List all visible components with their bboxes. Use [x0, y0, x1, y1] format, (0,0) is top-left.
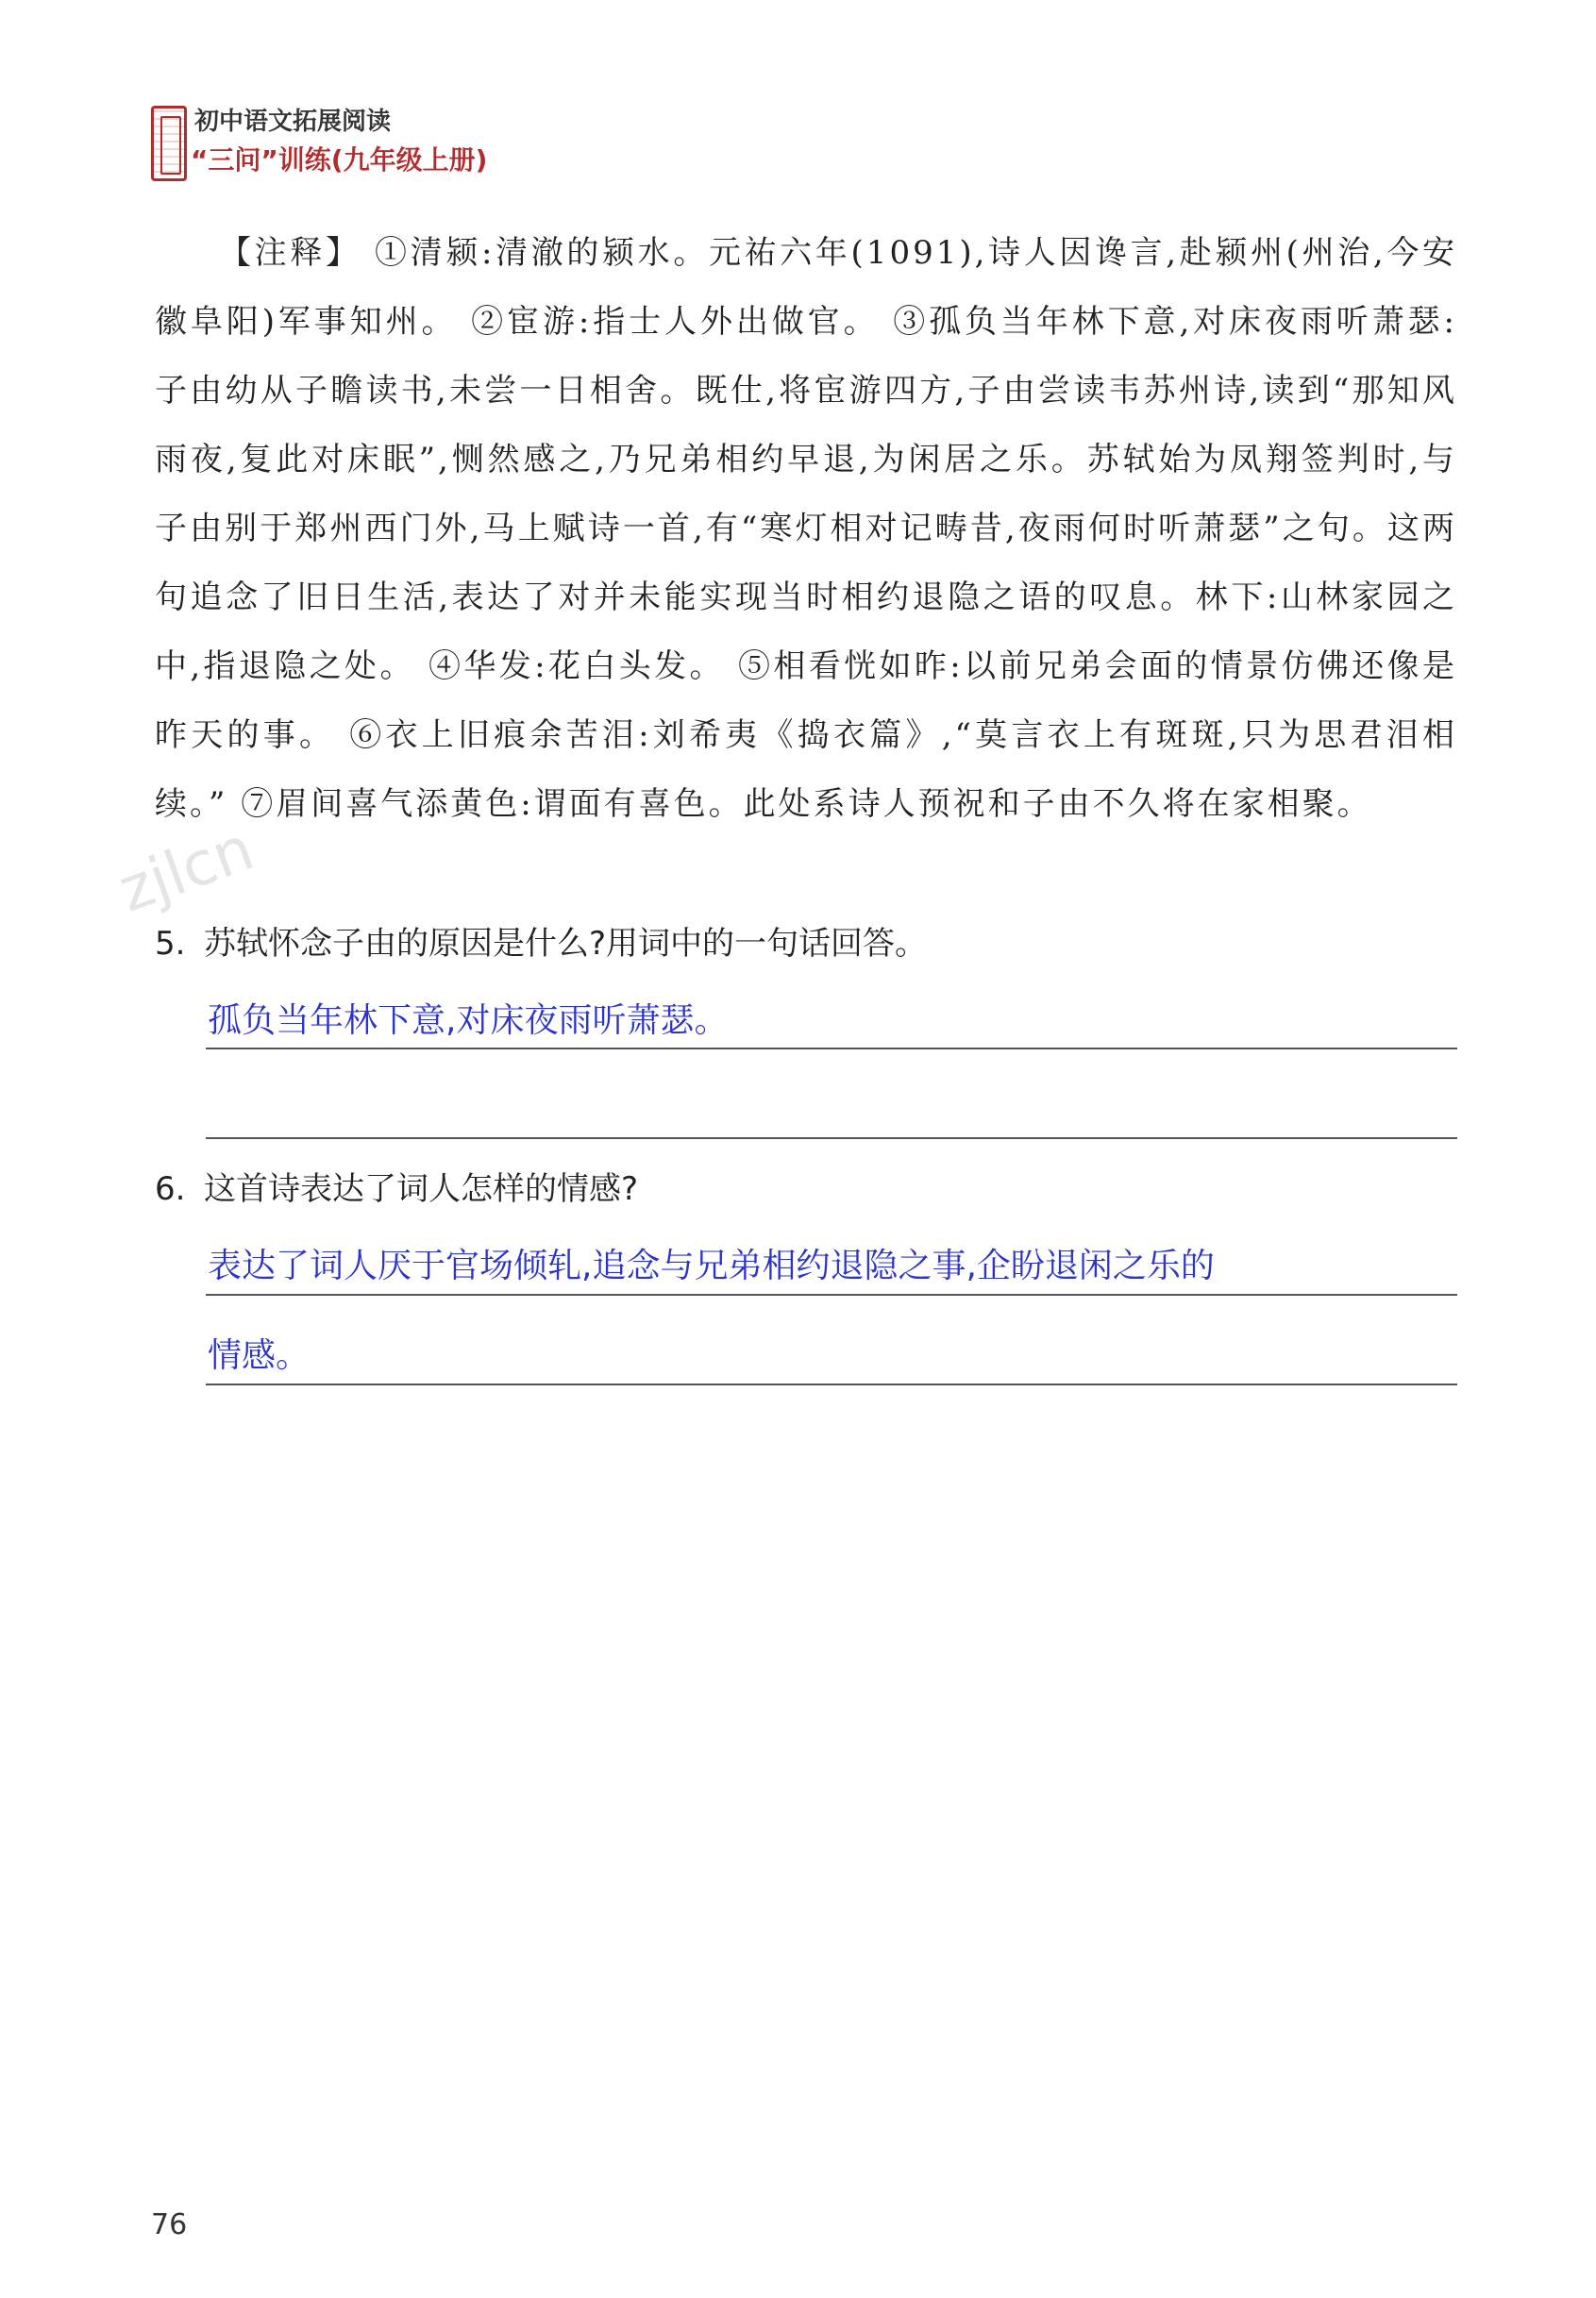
question-text: 苏轼怀念子由的原因是什么?用词中的一句话回答。 [204, 925, 928, 963]
answer-6-line-2: 情感。 [208, 1336, 311, 1375]
question-number: 5. [155, 925, 186, 963]
answer-rule [206, 1048, 1457, 1049]
question-6 [155, 1163, 638, 1209]
answer-rule [206, 1294, 1457, 1296]
seal-logo-icon [151, 106, 187, 181]
answer-rule [206, 1137, 1457, 1139]
annotations-paragraph: 【注释】 ①清颍:清澈的颍水。元祐六年(1091),诗人因谗言,赴颍州(州治,今安徽阜阳)军事知州。 ②宦游:指士人外出做官。 ③孤负当年林下意,对床夜雨听萧瑟:子由幼从子瞻读书,未尝一日相舍。既仕,将宦游四方,子由尝读韦苏州诗,读到“那知风雨夜,复此对床眠”,恻然感之,乃兄弟相约早退,为闲居之乐。苏轼始为凤翔签判时,与子由别于郑州西门外,马上赋诗一首,有“寒灯相对记畴昔,夜雨何时听萧瑟”之句。这两句追念了旧日生活,表达了对并未能实现当时相约退隐之语的叹息。林下:山林家园之中,指退隐之处。 ④华发:花白头发。 ⑤相看恍如昨:以前兄弟会面的情景仿佛还像是昨天的事。 ⑥衣上旧痕余苦泪:刘希夷《捣衣篇》,“莫言衣上有斑斑,只为思君泪相续。” ⑦眉间喜气添黄色:谓面有喜色。此处系诗人预祝和子由不久将在家相聚。 [155, 234, 1457, 823]
book-title: “三问”训练(九年级上册) [191, 144, 488, 176]
answer-rule [206, 1384, 1457, 1385]
answer-5-line-1: 孤负当年林下意,对床夜雨听萧瑟。 [208, 1001, 729, 1040]
question-text: 这首诗表达了词人怎样的情感? [204, 1170, 639, 1208]
watermark: zjlcn [109, 814, 263, 927]
question-number: 6. [155, 1170, 186, 1208]
page-number: 76 [151, 2208, 188, 2241]
series-title: 初中语文拓展阅读 [194, 108, 392, 136]
question-5 [155, 917, 927, 964]
answer-6-line-1: 表达了词人厌于官场倾轧,追念与兄弟相约退隐之事,企盼退闲之乐的 [208, 1247, 1215, 1285]
